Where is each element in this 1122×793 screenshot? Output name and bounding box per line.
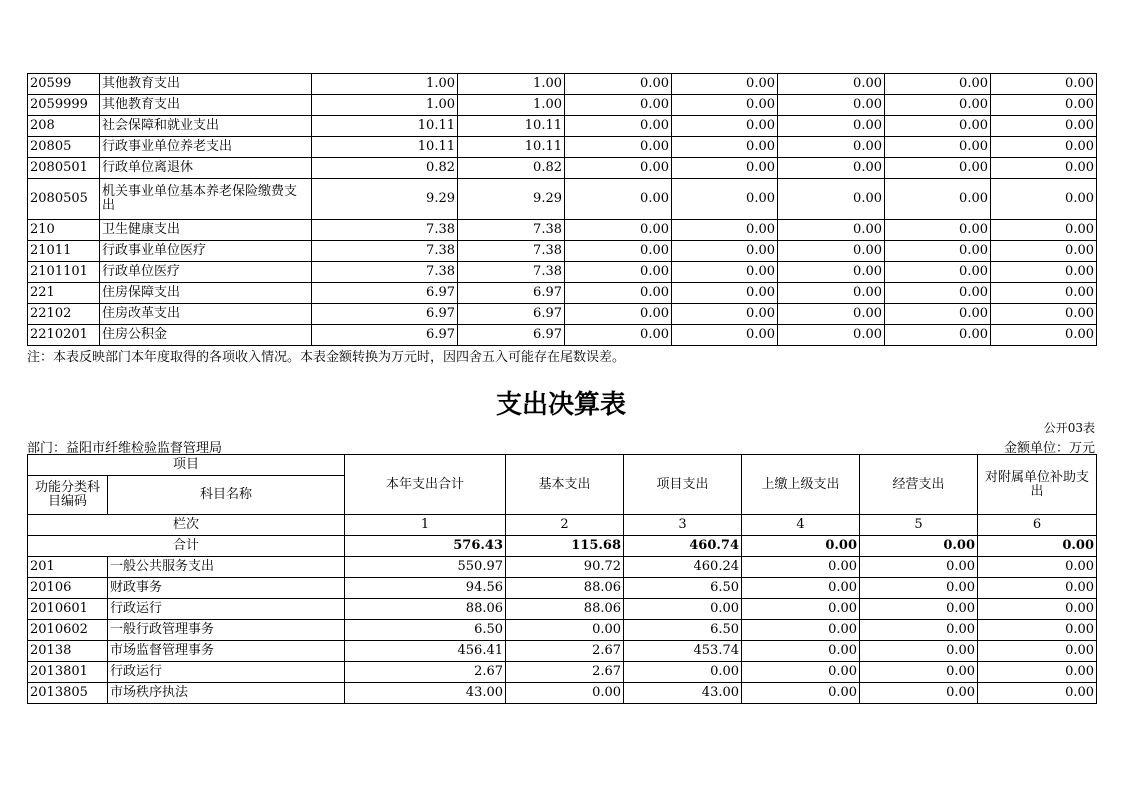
total-value: 576.43 [345, 536, 506, 557]
amount-cell: 0.00 [742, 578, 860, 599]
amount-cell: 0.00 [565, 116, 672, 137]
amount-cell: 0.00 [991, 241, 1097, 262]
header-code: 功能分类科目编码 [28, 476, 108, 515]
amount-cell: 9.29 [312, 179, 458, 220]
income-table-continued [27, 73, 1097, 346]
amount-cell: 0.82 [312, 158, 458, 179]
amount-cell: 0.00 [672, 95, 778, 116]
total-value: 115.68 [506, 536, 624, 557]
amount-cell: 0.00 [778, 137, 885, 158]
table-row [28, 283, 1097, 304]
amount-cell: 0.00 [991, 179, 1097, 220]
header-name: 科目名称 [108, 476, 345, 515]
amount-cell: 0.00 [860, 578, 978, 599]
amount-cell: 7.38 [458, 220, 565, 241]
amount-cell: 0.00 [991, 262, 1097, 283]
amount-cell: 0.00 [860, 620, 978, 641]
amount-cell: 0.00 [991, 137, 1097, 158]
table-row [28, 74, 1097, 95]
header-col-4: 上缴上级支出 [742, 455, 860, 515]
subject-code: 20805 [28, 137, 100, 158]
amount-cell: 0.00 [742, 662, 860, 683]
total-value: 0.00 [978, 536, 1097, 557]
amount-cell: 2.67 [506, 662, 624, 683]
department-label: 部门：益阳市纤维检验监督管理局 [27, 441, 223, 456]
amount-cell: 7.38 [458, 241, 565, 262]
amount-cell: 0.00 [672, 241, 778, 262]
header-col-1: 本年支出合计 [345, 455, 506, 515]
amount-cell: 0.00 [778, 179, 885, 220]
table-row [28, 304, 1097, 325]
amount-cell: 1.00 [458, 74, 565, 95]
amount-cell: 88.06 [345, 599, 506, 620]
amount-cell: 6.50 [345, 620, 506, 641]
amount-cell: 2.67 [345, 662, 506, 683]
table-row [28, 620, 1097, 641]
subject-code: 208 [28, 116, 100, 137]
amount-cell: 0.00 [742, 557, 860, 578]
subject-code: 20106 [28, 578, 108, 599]
amount-cell: 7.38 [312, 241, 458, 262]
table-row [28, 95, 1097, 116]
table-row [28, 578, 1097, 599]
amount-cell: 0.00 [860, 683, 978, 704]
table-row [28, 599, 1097, 620]
amount-cell: 0.00 [742, 620, 860, 641]
amount-cell: 6.97 [458, 283, 565, 304]
total-row [28, 536, 1097, 557]
amount-cell: 6.97 [458, 325, 565, 346]
subject-code: 2010601 [28, 599, 108, 620]
amount-cell: 0.00 [672, 116, 778, 137]
subject-code: 221 [28, 283, 100, 304]
line-number-row [28, 515, 1097, 536]
amount-cell: 0.00 [978, 620, 1097, 641]
subject-name: 机关事业单位基本养老保险缴费支出 [100, 179, 312, 220]
amount-cell: 0.00 [978, 578, 1097, 599]
amount-cell: 6.97 [312, 304, 458, 325]
amount-cell: 0.00 [991, 325, 1097, 346]
amount-cell: 0.00 [885, 179, 991, 220]
amount-cell: 0.00 [742, 683, 860, 704]
amount-cell: 88.06 [506, 599, 624, 620]
amount-cell: 0.00 [672, 283, 778, 304]
amount-cell: 7.38 [312, 220, 458, 241]
amount-cell: 0.00 [742, 599, 860, 620]
table-row [28, 683, 1097, 704]
amount-cell: 7.38 [312, 262, 458, 283]
amount-cell: 10.11 [312, 116, 458, 137]
amount-cell: 0.00 [778, 158, 885, 179]
total-label: 合计 [28, 536, 345, 557]
amount-cell: 0.00 [885, 241, 991, 262]
header-col-2: 基本支出 [506, 455, 624, 515]
amount-cell: 0.00 [565, 179, 672, 220]
amount-cell: 0.00 [778, 116, 885, 137]
subject-code: 2013805 [28, 683, 108, 704]
table-row [28, 158, 1097, 179]
amount-cell: 0.00 [978, 599, 1097, 620]
amount-cell: 1.00 [312, 95, 458, 116]
amount-cell: 0.00 [885, 220, 991, 241]
amount-cell: 0.00 [885, 158, 991, 179]
table-row [28, 325, 1097, 346]
amount-cell: 0.00 [742, 641, 860, 662]
amount-cell: 0.00 [672, 262, 778, 283]
total-value: 460.74 [624, 536, 742, 557]
amount-unit-label: 金额单位：万元 [1003, 441, 1095, 456]
subject-code: 2080501 [28, 158, 100, 179]
amount-cell: 456.41 [345, 641, 506, 662]
amount-cell: 9.29 [458, 179, 565, 220]
amount-cell: 0.00 [778, 325, 885, 346]
amount-cell: 0.00 [778, 304, 885, 325]
subject-name: 行政单位医疗 [100, 262, 312, 283]
amount-cell: 0.00 [860, 599, 978, 620]
total-value: 0.00 [742, 536, 860, 557]
amount-cell: 0.00 [672, 74, 778, 95]
amount-cell: 0.00 [991, 304, 1097, 325]
amount-cell: 43.00 [624, 683, 742, 704]
table-row [28, 137, 1097, 158]
amount-cell: 0.00 [565, 304, 672, 325]
subject-code: 22102 [28, 304, 100, 325]
amount-cell: 0.00 [991, 283, 1097, 304]
amount-cell: 0.00 [885, 116, 991, 137]
amount-cell: 0.00 [565, 262, 672, 283]
table-row [28, 557, 1097, 578]
line-number: 2 [506, 515, 624, 536]
amount-cell: 0.00 [565, 220, 672, 241]
amount-cell: 43.00 [345, 683, 506, 704]
subject-name: 住房保障支出 [100, 283, 312, 304]
amount-cell: 0.00 [978, 662, 1097, 683]
amount-cell: 0.00 [991, 116, 1097, 137]
amount-cell: 0.00 [885, 262, 991, 283]
table-row [28, 262, 1097, 283]
subject-name: 财政事务 [108, 578, 345, 599]
amount-cell: 0.00 [672, 325, 778, 346]
amount-cell: 0.00 [778, 283, 885, 304]
amount-cell: 0.00 [978, 557, 1097, 578]
amount-cell: 0.00 [672, 137, 778, 158]
amount-cell: 6.97 [312, 325, 458, 346]
table-row [28, 116, 1097, 137]
amount-cell: 0.00 [885, 283, 991, 304]
table-row [28, 241, 1097, 262]
amount-cell: 0.00 [885, 95, 991, 116]
subject-code: 2010602 [28, 620, 108, 641]
amount-cell: 453.74 [624, 641, 742, 662]
subject-name: 市场秩序执法 [108, 683, 345, 704]
amount-cell: 0.00 [778, 74, 885, 95]
amount-cell: 1.00 [312, 74, 458, 95]
line-number: 3 [624, 515, 742, 536]
amount-cell: 0.00 [778, 95, 885, 116]
amount-cell: 0.00 [506, 683, 624, 704]
amount-cell: 6.50 [624, 620, 742, 641]
expenditure-table [27, 454, 1097, 704]
amount-cell: 460.24 [624, 557, 742, 578]
table-row [28, 179, 1097, 220]
page-title: 支出决算表 [495, 390, 626, 420]
amount-cell: 0.00 [624, 599, 742, 620]
header-col-6: 对附属单位补助支出 [978, 455, 1097, 515]
header-col-3: 项目支出 [624, 455, 742, 515]
footnote: 注：本表反映部门本年度取得的各项收入情况。本表金额转换为万元时，因四舍五入可能存在尾数误差。 [27, 350, 626, 365]
amount-cell: 0.00 [565, 95, 672, 116]
subject-code: 2101101 [28, 262, 100, 283]
line-number: 4 [742, 515, 860, 536]
amount-cell: 0.00 [778, 262, 885, 283]
amount-cell: 0.00 [778, 241, 885, 262]
amount-cell: 10.11 [458, 116, 565, 137]
subject-name: 行政运行 [108, 662, 345, 683]
amount-cell: 0.00 [885, 137, 991, 158]
subject-code: 21011 [28, 241, 100, 262]
subject-code: 20599 [28, 74, 100, 95]
amount-cell: 0.00 [624, 662, 742, 683]
amount-cell: 0.00 [991, 74, 1097, 95]
subject-name: 行政事业单位养老支出 [100, 137, 312, 158]
amount-cell: 0.00 [991, 95, 1097, 116]
line-number: 5 [860, 515, 978, 536]
table-row [28, 220, 1097, 241]
amount-cell: 0.00 [672, 179, 778, 220]
subject-name: 一般公共服务支出 [108, 557, 345, 578]
amount-cell: 2.67 [506, 641, 624, 662]
amount-cell: 1.00 [458, 95, 565, 116]
subject-name: 行政事业单位医疗 [100, 241, 312, 262]
amount-cell: 0.00 [565, 325, 672, 346]
amount-cell: 0.00 [885, 304, 991, 325]
amount-cell: 0.00 [860, 641, 978, 662]
subject-code: 2013801 [28, 662, 108, 683]
subject-name: 卫生健康支出 [100, 220, 312, 241]
subject-code: 210 [28, 220, 100, 241]
header-item: 项目 [28, 455, 345, 476]
subject-name: 一般行政管理事务 [108, 620, 345, 641]
subject-name: 住房公积金 [100, 325, 312, 346]
amount-cell: 10.11 [458, 137, 565, 158]
amount-cell: 0.00 [565, 158, 672, 179]
subject-name: 其他教育支出 [100, 74, 312, 95]
amount-cell: 0.00 [991, 158, 1097, 179]
amount-cell: 0.00 [565, 74, 672, 95]
amount-cell: 0.00 [978, 683, 1097, 704]
line-number: 6 [978, 515, 1097, 536]
amount-cell: 0.00 [672, 304, 778, 325]
amount-cell: 88.06 [506, 578, 624, 599]
amount-cell: 10.11 [312, 137, 458, 158]
amount-cell: 0.00 [978, 641, 1097, 662]
amount-cell: 0.00 [506, 620, 624, 641]
amount-cell: 0.00 [860, 662, 978, 683]
form-code: 公开03表 [1043, 421, 1095, 435]
amount-cell: 0.00 [565, 241, 672, 262]
line-number: 1 [345, 515, 506, 536]
amount-cell: 0.00 [860, 557, 978, 578]
line-label: 栏次 [28, 515, 345, 536]
table-row [28, 662, 1097, 683]
amount-cell: 0.00 [565, 283, 672, 304]
table-row [28, 641, 1097, 662]
header-col-5: 经营支出 [860, 455, 978, 515]
amount-cell: 94.56 [345, 578, 506, 599]
total-value: 0.00 [860, 536, 978, 557]
amount-cell: 0.00 [672, 220, 778, 241]
subject-name: 住房改革支出 [100, 304, 312, 325]
amount-cell: 0.00 [991, 220, 1097, 241]
subject-code: 2059999 [28, 95, 100, 116]
amount-cell: 0.00 [885, 74, 991, 95]
amount-cell: 6.97 [458, 304, 565, 325]
amount-cell: 6.97 [312, 283, 458, 304]
subject-name: 行政运行 [108, 599, 345, 620]
amount-cell: 6.50 [624, 578, 742, 599]
amount-cell: 0.82 [458, 158, 565, 179]
amount-cell: 7.38 [458, 262, 565, 283]
subject-code: 2080505 [28, 179, 100, 220]
subject-name: 社会保障和就业支出 [100, 116, 312, 137]
subject-name: 其他教育支出 [100, 95, 312, 116]
amount-cell: 90.72 [506, 557, 624, 578]
header-row [28, 455, 1097, 476]
subject-name: 行政单位离退休 [100, 158, 312, 179]
subject-name: 市场监督管理事务 [108, 641, 345, 662]
subject-code: 2210201 [28, 325, 100, 346]
subject-code: 20138 [28, 641, 108, 662]
amount-cell: 550.97 [345, 557, 506, 578]
amount-cell: 0.00 [885, 325, 991, 346]
amount-cell: 0.00 [672, 158, 778, 179]
subject-code: 201 [28, 557, 108, 578]
amount-cell: 0.00 [778, 220, 885, 241]
amount-cell: 0.00 [565, 137, 672, 158]
